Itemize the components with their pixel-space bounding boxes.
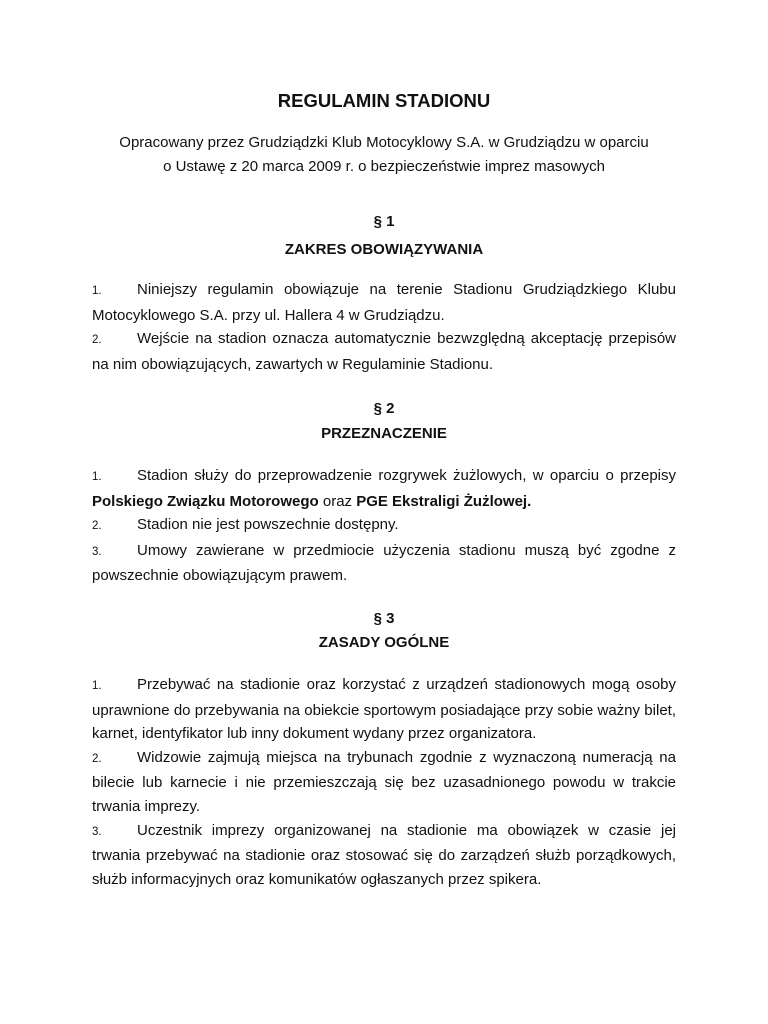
section-1-heading: ZAKRES OBOWIĄZYWANIA	[284, 241, 484, 258]
section-2-list	[92, 464, 676, 588]
section-2-item-1	[92, 464, 676, 513]
item-number: 3.	[92, 545, 102, 558]
item-number: 2.	[92, 752, 102, 765]
section-2-item-2	[92, 513, 676, 539]
item-number: 1.	[92, 680, 102, 692]
section-3-number: § 3	[373, 610, 395, 627]
item-number: 1.	[92, 285, 102, 297]
item-text: Stadion nie jest powszechnie dostępny.	[137, 516, 399, 534]
section-3-heading: ZASADY OGÓLNE	[318, 634, 450, 651]
section-3-item-2	[92, 746, 676, 819]
section-3-list	[92, 673, 676, 891]
section-3-item-1	[92, 673, 676, 746]
item-text: oraz	[318, 492, 357, 510]
item-text: Wejście na stadion oznacza automatycznie bezwzględną akceptację przepisów na nim obowiązujących, zawartych w Regulaminie Stadionu.	[92, 330, 676, 373]
item-text: Uczestnik imprezy organizowanej na stadionie ma obowiązek w czasie jej trwania przebywać na stadionie oraz stosować się do zarządzeń służb porządkowych, służb informacyjnych oraz komunikatów ogłaszanych przez spikera.	[92, 821, 676, 888]
section-1-list	[92, 278, 676, 376]
item-text-bold-ekstraliga: PGE Ekstraligi Żużlowej.	[356, 492, 532, 510]
item-number: 3.	[92, 825, 102, 838]
item-text: Niniejszy regulamin obowiązuje na terenie Stadionu Grudziądzkiego Klubu Motocyklowego S.A. przy ul. Hallera 4 w Grudziądzu.	[92, 281, 676, 324]
item-text: Stadion służy do przeprowadzenie rozgrywek żużlowych, w oparciu o przepisy	[137, 467, 676, 484]
section-2-number: § 2	[373, 400, 395, 417]
section-1-item-2	[92, 327, 676, 376]
section-2-item-3	[92, 539, 676, 588]
document-title: REGULAMIN STADIONU	[277, 90, 491, 111]
item-text: Umowy zawierane w przedmiocie użyczenia stadionu muszą być zgodne z powszechnie obowiązującym prawem.	[92, 541, 676, 585]
subtitle-line-1: Opracowany przez Grudziądzki Klub Motocyklowy S.A. w Grudziądzu w oparciu	[119, 134, 649, 151]
item-text-bold-pzm: Polskiego Związku Motorowego	[92, 492, 319, 510]
item-number: 1.	[92, 471, 102, 483]
section-1-item-1	[92, 278, 676, 327]
item-number: 2.	[92, 520, 102, 533]
section-3-item-3	[92, 819, 676, 892]
document-subtitle	[92, 131, 676, 178]
item-number: 2.	[92, 334, 102, 347]
item-text: Przebywać na stadionie oraz korzystać z urządzeń stadionowych mogą osoby uprawnione do przebywania na obiekcie sportowym posiadające przy sobie ważny bilet, karnet, identyfikator lub inny dokument wydany przez organizatora.	[92, 676, 676, 743]
section-2-heading: PRZEZNACZENIE	[321, 425, 447, 442]
subtitle-line-2: o Ustawę z 20 marca 2009 r. o bezpieczeństwie imprez masowych	[163, 157, 605, 175]
section-1-number: § 1	[373, 213, 395, 230]
item-text: Widzowie zajmują miejsca na trybunach zgodnie z wyznaczoną numeracją na bilecie lub karnecie i nie przemieszczają się bez uzasadnionego powodu w trakcie trwania imprezy.	[92, 748, 676, 815]
